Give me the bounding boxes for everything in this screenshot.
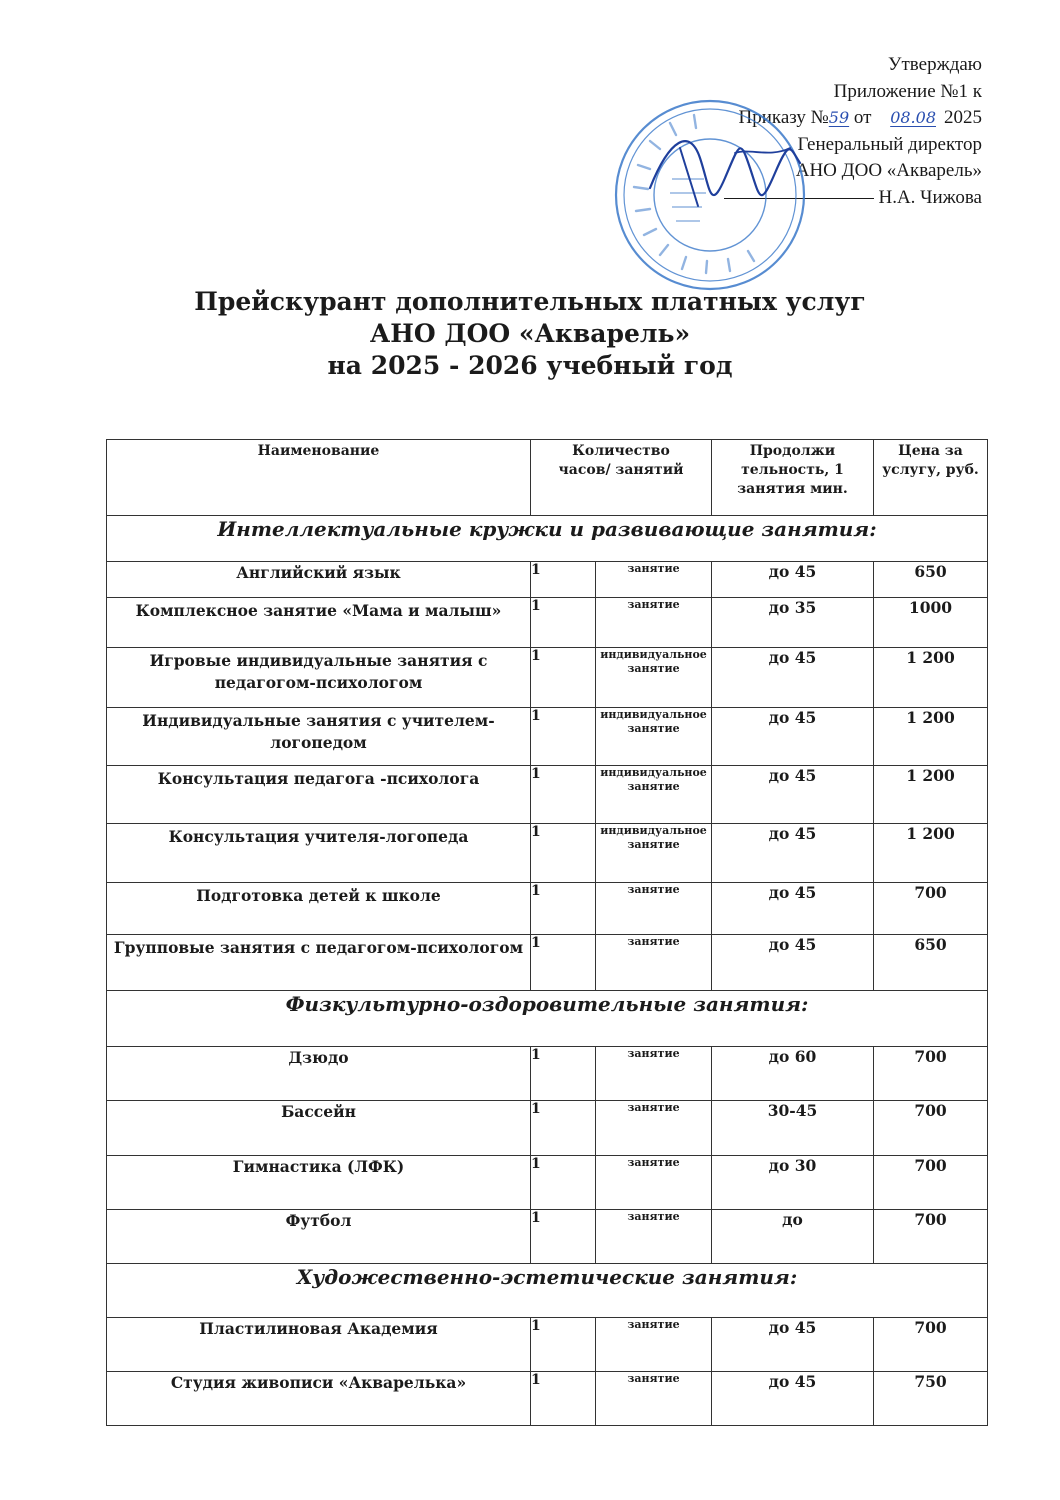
service-duration: до [712,1210,874,1264]
director-title: Генеральный директор [797,133,982,155]
service-price: 1 200 [874,766,988,824]
service-duration: до 45 [712,824,874,883]
service-qty: 1 [531,935,596,991]
price-table [106,439,988,1426]
table-row [107,824,988,883]
service-qty: 1 [531,1210,596,1264]
appendix-line: Приложение №1 к [833,80,982,102]
service-name: Английский язык [107,562,531,598]
order-line [562,105,982,132]
service-duration: до 45 [712,935,874,991]
service-unit: занятие [596,1047,712,1101]
order-from: от [853,107,872,128]
service-qty: 1 [531,1318,596,1372]
signer-name: Н.А. Чижова [878,186,982,208]
document-title [0,286,1060,382]
service-qty: 1 [531,824,596,883]
service-price: 750 [874,1372,988,1426]
header-price: Цена за услугу, руб. [874,440,988,516]
service-price: 1 200 [874,648,988,708]
service-price: 700 [874,1318,988,1372]
service-qty: 1 [531,883,596,935]
table-row [107,1156,988,1210]
header-duration: Продолжи тельность, 1 занятия мин. [712,440,874,516]
service-qty: 1 [531,708,596,766]
service-duration: до 45 [712,708,874,766]
table-row [107,1047,988,1101]
service-price: 1 200 [874,708,988,766]
service-unit: занятие [596,1210,712,1264]
service-name: Консультация педагога -психолога [107,766,531,824]
service-qty: 1 [531,766,596,824]
approval-block [562,52,982,211]
header-name: Наименование [107,440,531,516]
table-row [107,1318,988,1372]
title-line-2: АНО ДОО «Акварель» [369,319,691,348]
table-row [107,1210,988,1264]
service-qty: 1 [531,1101,596,1156]
header-qty: Количество часов/ занятий [531,440,712,516]
service-unit: занятие [596,1156,712,1210]
service-price: 650 [874,562,988,598]
signer-line [562,185,982,212]
service-name: Гимнастика (ЛФК) [107,1156,531,1210]
order-year: 2025 [944,107,982,128]
service-unit: индивидуальное занятие [596,648,712,708]
service-name: Групповые занятия с педагогом-психологом [107,935,531,991]
service-name: Пластилиновая Академия [107,1318,531,1372]
service-duration: до 45 [712,1372,874,1426]
service-name: Студия живописи «Акварелька» [107,1372,531,1426]
service-unit: индивидуальное занятие [596,824,712,883]
service-qty: 1 [531,1156,596,1210]
service-unit: индивидуальное занятие [596,766,712,824]
service-name: Индивидуальные занятия с учителем-логопедом [107,708,531,766]
table-row [107,883,988,935]
table-row [107,1101,988,1156]
service-duration: до 45 [712,766,874,824]
service-price: 700 [874,1047,988,1101]
table-row [107,935,988,991]
service-unit: занятие [596,1372,712,1426]
section-row [107,991,988,1047]
service-qty: 1 [531,648,596,708]
order-date: 08.08 [890,108,936,127]
table-row [107,648,988,708]
service-name: Дзюдо [107,1047,531,1101]
organization-name: АНО ДОО «Акварель» [795,160,982,181]
service-unit: занятие [596,598,712,648]
service-price: 1 200 [874,824,988,883]
service-duration: до 45 [712,648,874,708]
service-name: Футбол [107,1210,531,1264]
signature-blank [724,197,874,199]
service-price: 650 [874,935,988,991]
service-duration: до 35 [712,598,874,648]
table-row [107,1372,988,1426]
service-name: Подготовка детей к школе [107,883,531,935]
section-row [107,1264,988,1318]
service-qty: 1 [531,598,596,648]
service-duration: 30-45 [712,1101,874,1156]
service-unit: занятие [596,1318,712,1372]
table-row [107,766,988,824]
service-unit: занятие [596,562,712,598]
service-price: 700 [874,1156,988,1210]
section-title: Физкультурно-оздоровительные занятия: [107,991,988,1047]
service-duration: до 45 [712,1318,874,1372]
table-row [107,708,988,766]
service-unit: занятие [596,935,712,991]
service-qty: 1 [531,1047,596,1101]
section-title: Интеллектуальные кружки и развивающие занятия: [107,516,988,562]
service-name: Игровые индивидуальные занятия с педагогом-психологом [107,648,531,708]
service-name: Комплексное занятие «Мама и малыш» [107,598,531,648]
title-line-1: Прейскурант дополнительных платных услуг [194,287,866,316]
header-row [107,440,988,516]
service-unit: занятие [596,1101,712,1156]
title-line-3: на 2025 - 2026 учебный год [327,351,733,380]
service-duration: до 30 [712,1156,874,1210]
service-duration: до 45 [712,883,874,935]
approval-heading: Утверждаю [888,54,982,75]
service-price: 700 [874,1101,988,1156]
service-name: Консультация учителя-логопеда [107,824,531,883]
order-prefix: Приказу № [738,107,829,128]
service-duration: до 45 [712,562,874,598]
service-price: 1000 [874,598,988,648]
service-duration: до 60 [712,1047,874,1101]
service-price: 700 [874,1210,988,1264]
order-number: 59 [828,108,850,127]
service-unit: индивидуальное занятие [596,708,712,766]
section-title: Художественно-эстетические занятия: [107,1264,988,1318]
table-row [107,562,988,598]
service-price: 700 [874,883,988,935]
table-row [107,598,988,648]
section-row [107,516,988,562]
service-name: Бассейн [107,1101,531,1156]
service-qty: 1 [531,562,596,598]
service-qty: 1 [531,1372,596,1426]
service-unit: занятие [596,883,712,935]
